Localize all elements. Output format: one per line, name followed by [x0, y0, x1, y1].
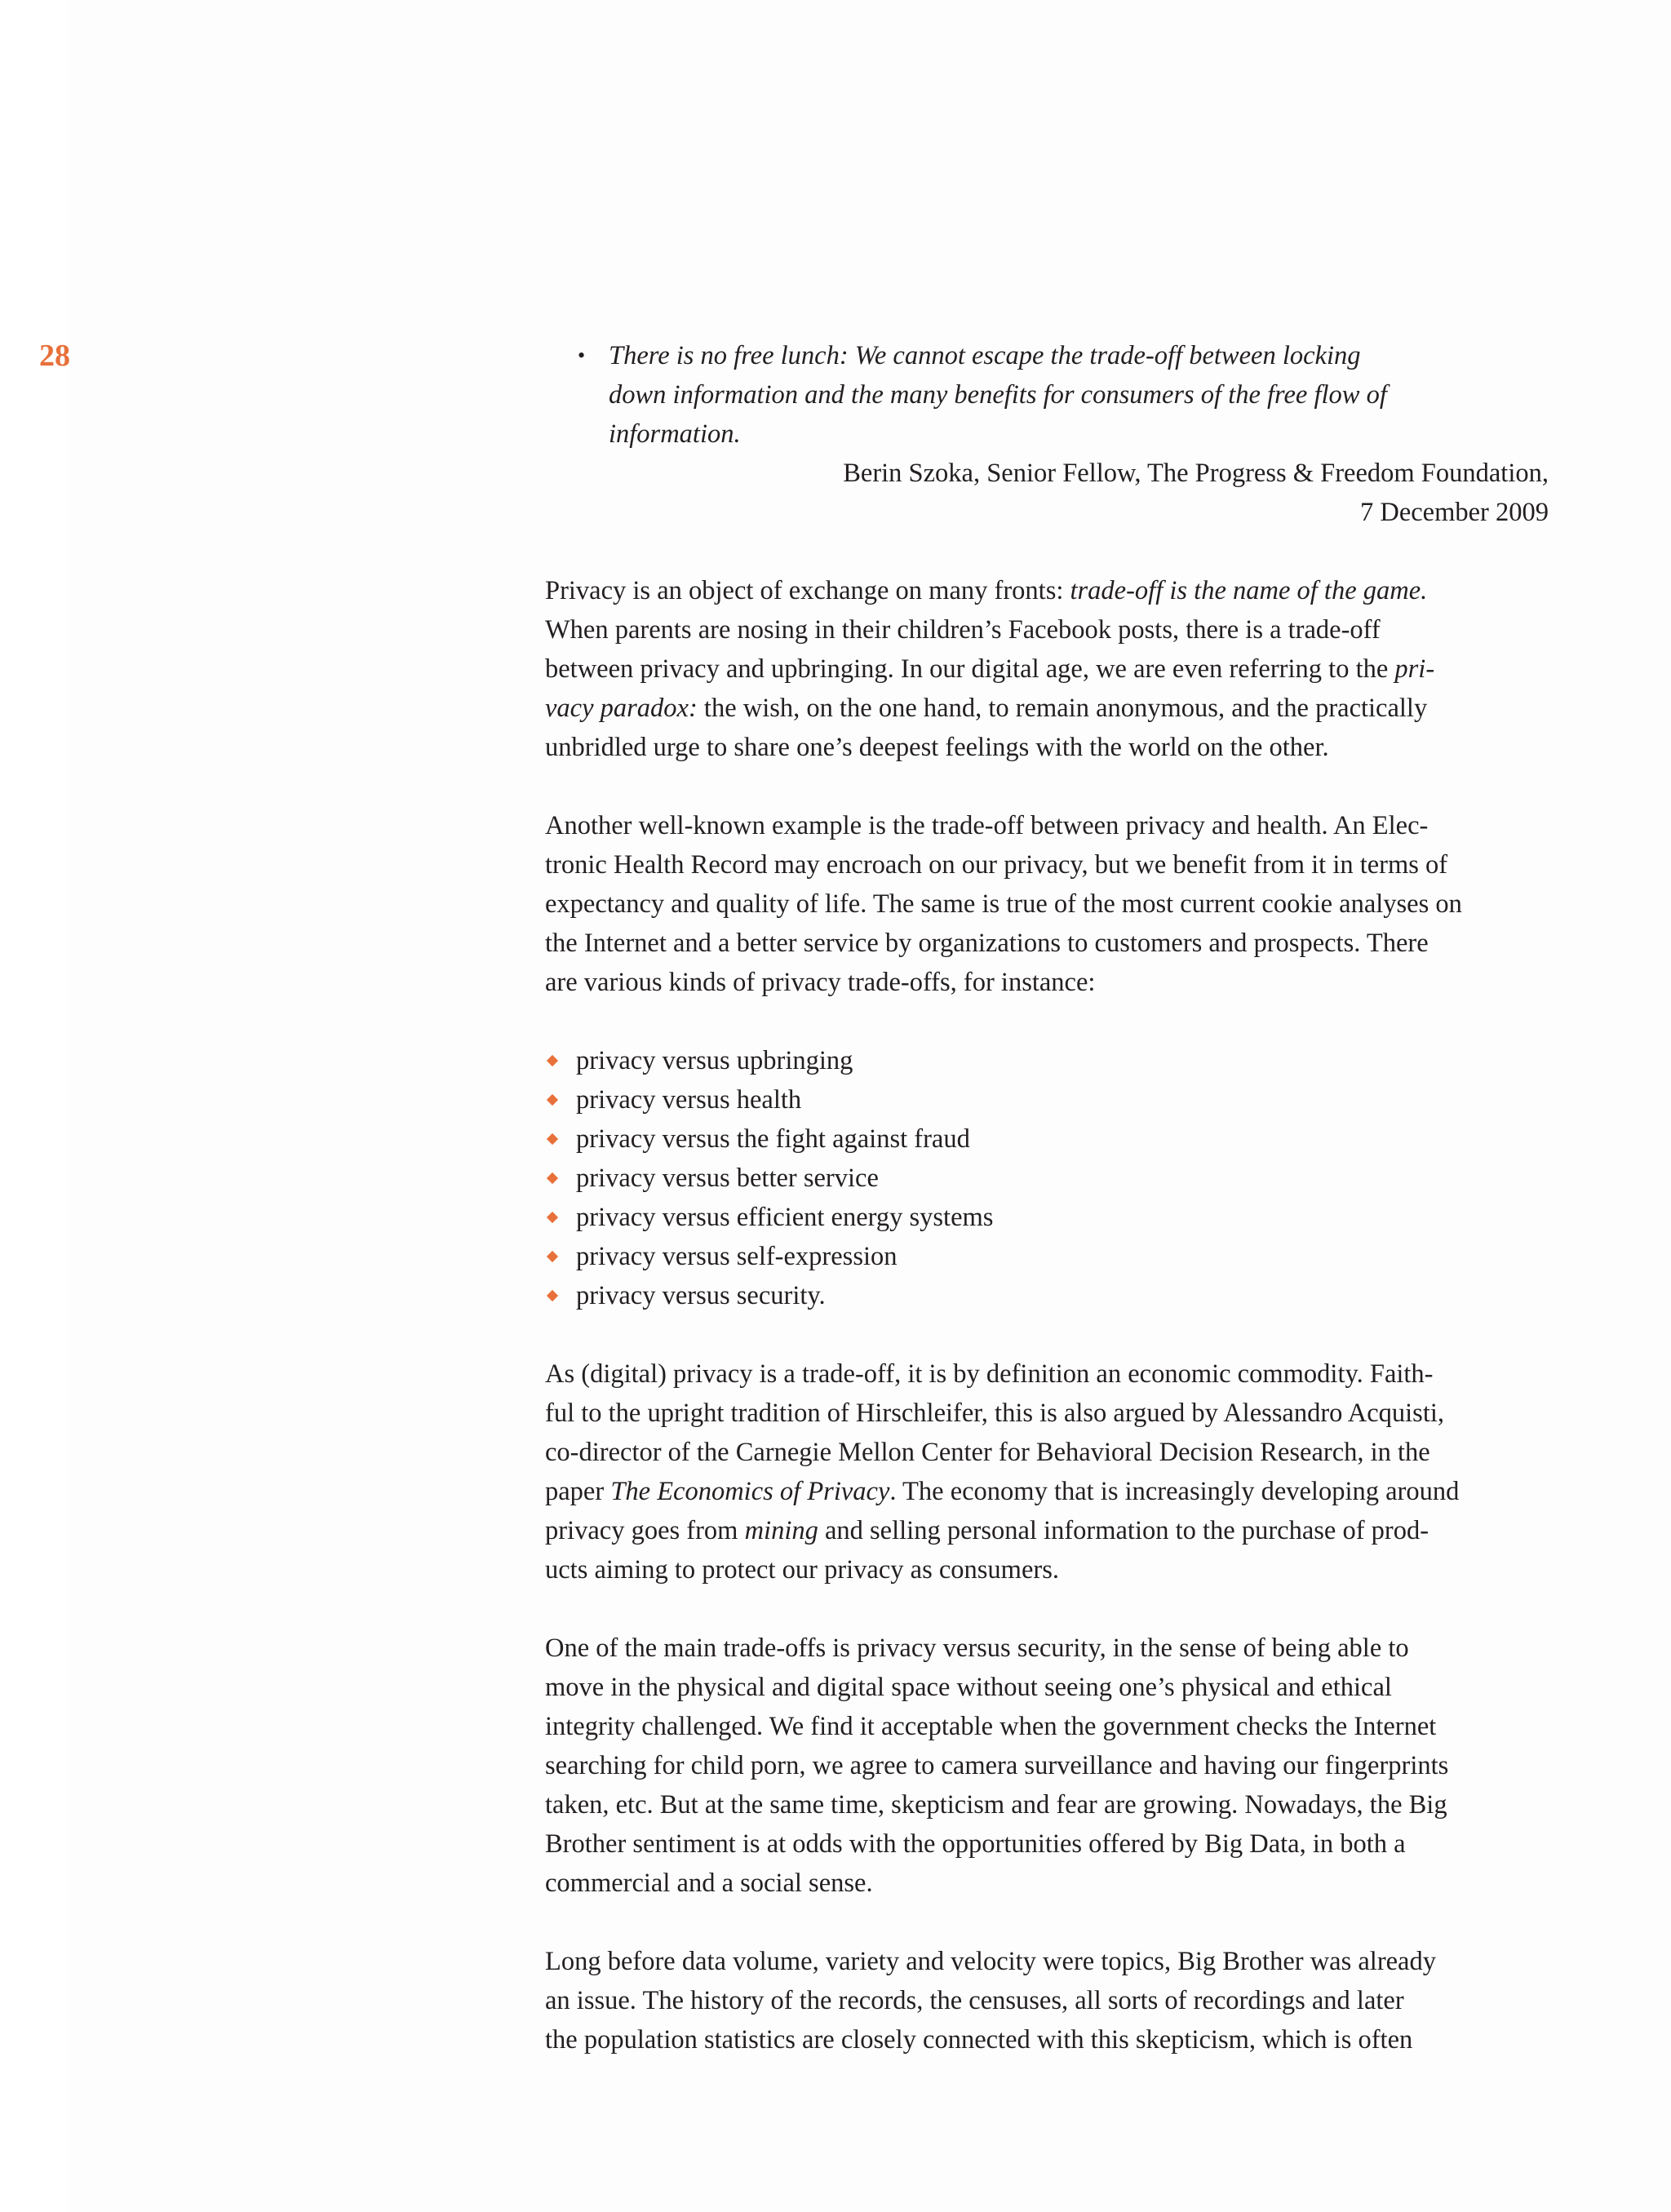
text-line: an issue. The history of the records, the censuses, all sorts of recordings and later — [545, 1986, 1404, 2015]
epigraph — [545, 336, 1554, 532]
list-item — [545, 1237, 1554, 1276]
page-number: 28 — [39, 339, 70, 373]
text-run: ful to the upright tradition of Hirschleifer, this is also argued by Alessandro Acquisti, — [545, 1399, 1445, 1428]
text-run: and selling personal information to the purchase of prod- — [818, 1516, 1429, 1545]
text-line: One of the main trade-offs is privacy versus security, in the sense of being able to — [545, 1634, 1409, 1663]
text-line: tronic Health Record may encroach on our privacy, but we benefit from it in terms of — [545, 850, 1448, 880]
list-item — [545, 1080, 1554, 1119]
text-line: move in the physical and digital space without seeing one’s physical and ethical — [545, 1673, 1392, 1702]
list-item-label: privacy versus efficient energy systems — [576, 1203, 994, 1232]
paragraph-privacy-security — [545, 1629, 1554, 1903]
paragraph-tradeoff-intro — [545, 571, 1554, 767]
text-line: commercial and a social sense. — [545, 1868, 873, 1898]
text-run-italic: pri- — [1394, 654, 1435, 684]
paragraph-economic-commodity — [545, 1354, 1554, 1589]
text-line: the population statistics are closely connected with this skepticism, which is often — [545, 2025, 1413, 2055]
diamond-bullet-icon — [547, 1290, 558, 1301]
diamond-bullet-icon — [547, 1251, 558, 1262]
text-line: are various kinds of privacy trade-offs, for instance: — [545, 968, 1096, 997]
attribution-line: Berin Szoka, Senior Fellow, The Progress & Freedom Foundation, — [843, 459, 1549, 488]
text-line: taken, etc. But at the same time, skepticism and fear are growing. Nowadays, the Big — [545, 1790, 1447, 1820]
epigraph-bullet-icon: • — [578, 344, 586, 367]
text-line: searching for child porn, we agree to camera surveillance and having our fingerprints — [545, 1751, 1449, 1780]
quote-line: down information and the many benefits for consumers of the free flow of — [609, 380, 1387, 410]
text-run-italic: The Economics of Privacy — [610, 1477, 890, 1506]
diamond-bullet-icon — [547, 1055, 558, 1066]
main-text-column — [545, 336, 1554, 2059]
text-line: Long before data volume, variety and velocity were topics, Big Brother was already — [545, 1947, 1436, 1976]
text-run: unbridled urge to share one’s deepest feelings with the world on the other. — [545, 733, 1329, 762]
list-item-label: privacy versus the fight against fraud — [576, 1124, 970, 1154]
list-item — [545, 1198, 1554, 1237]
diamond-bullet-icon — [547, 1212, 558, 1223]
list-item — [545, 1159, 1554, 1198]
diamond-bullet-icon — [547, 1094, 558, 1106]
list-item-label: privacy versus better service — [576, 1164, 879, 1193]
text-run: When parents are nosing in their children’s Facebook posts, there is a trade-off — [545, 615, 1381, 645]
paragraph-big-brother — [545, 1942, 1554, 2059]
list-item — [545, 1119, 1554, 1159]
text-run: the wish, on the one hand, to remain anonymous, and the practically — [697, 694, 1428, 723]
quote-line: information. — [609, 419, 741, 449]
text-run: privacy goes from — [545, 1516, 745, 1545]
text-run: As (digital) privacy is a trade-off, it is by definition an economic commodity. Faith- — [545, 1359, 1434, 1389]
diamond-bullet-icon — [547, 1133, 558, 1145]
text-run: . The economy that is increasingly developing around — [889, 1477, 1460, 1506]
text-run: ucts aiming to protect our privacy as consumers. — [545, 1555, 1059, 1585]
text-run: co-director of the Carnegie Mellon Center for Behavioral Decision Research, in the — [545, 1438, 1430, 1467]
list-item — [545, 1041, 1554, 1080]
text-run: paper — [545, 1477, 611, 1506]
attribution-line: 7 December 2009 — [1359, 498, 1549, 527]
list-item — [545, 1276, 1554, 1315]
text-line: Another well-known example is the trade-off between privacy and health. An Elec- — [545, 811, 1429, 840]
epigraph-attribution — [545, 454, 1549, 532]
list-item-label: privacy versus health — [576, 1085, 802, 1115]
text-run-italic: vacy paradox: — [545, 694, 698, 723]
text-run-italic: mining — [744, 1516, 818, 1545]
text-line: the Internet and a better service by organizations to customers and prospects. There — [545, 929, 1429, 958]
text-line: integrity challenged. We find it acceptable when the government checks the Internet — [545, 1712, 1437, 1741]
list-item-label: privacy versus self-expression — [576, 1242, 898, 1271]
list-item-label: privacy versus upbringing — [576, 1046, 853, 1075]
tradeoff-list — [545, 1041, 1554, 1315]
text-line: Brother sentiment is at odds with the opportunities offered by Big Data, in both a — [545, 1829, 1406, 1859]
list-item-label: privacy versus security. — [576, 1281, 826, 1310]
epigraph-quote — [609, 336, 1531, 454]
quote-line: There is no free lunch: We cannot escape the trade-off between locking — [609, 341, 1361, 370]
text-run: between privacy and upbringing. In our digital age, we are even referring to the — [545, 654, 1395, 684]
diamond-bullet-icon — [547, 1172, 558, 1184]
text-line: expectancy and quality of life. The same is true of the most current cookie analyses on — [545, 889, 1462, 919]
text-run: Privacy is an object of exchange on many fronts: — [545, 576, 1070, 605]
paragraph-health-example — [545, 806, 1554, 1002]
text-run-italic: trade-off is the name of the game. — [1070, 576, 1428, 605]
